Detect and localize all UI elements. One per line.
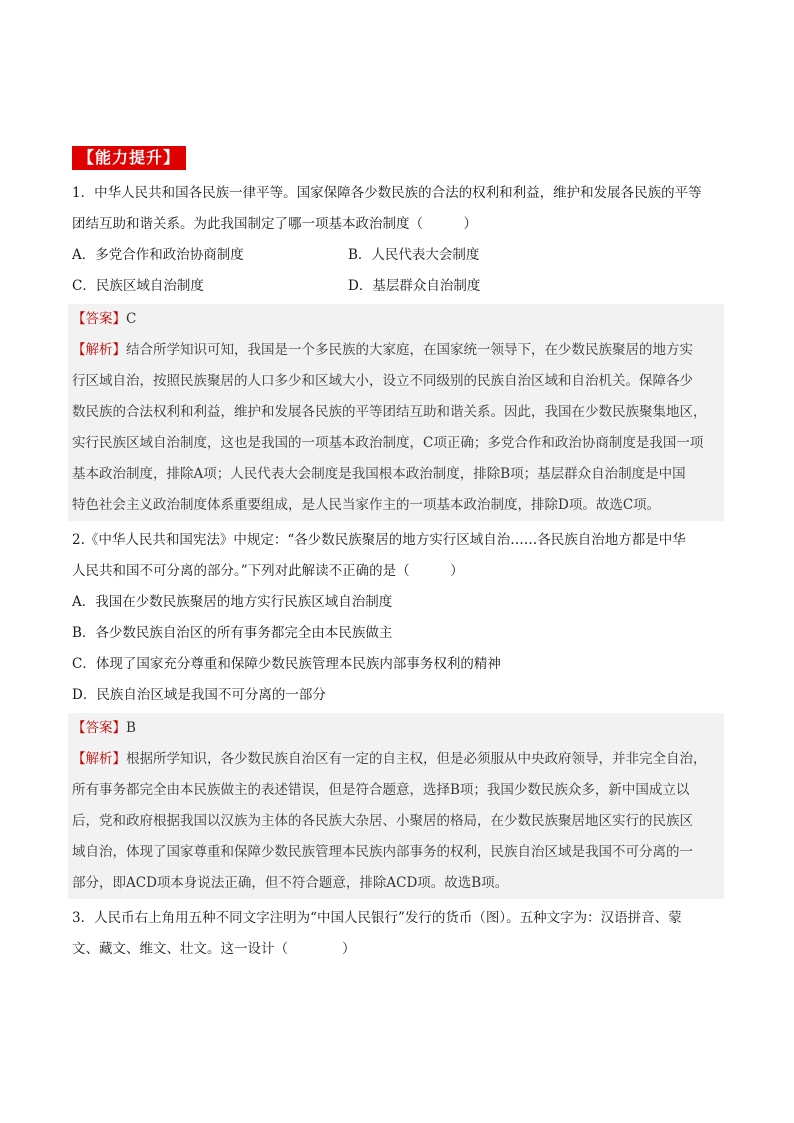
question-2-answer-block bbox=[68, 713, 724, 899]
worksheet-page bbox=[72, 146, 724, 965]
option-a: A．我国在少数民族聚居的地方实行民族区域自治制度 bbox=[72, 594, 393, 610]
question-2 bbox=[72, 525, 724, 899]
question-1-line-1: 1．中华人民共和国各民族一律平等。国家保障各少数民族的合法的权利和利益，维护和发展各民族的平等 bbox=[72, 185, 702, 201]
analysis-line-3: 后，党和政府根据我国以汉族为主体的各民族大杂居、小聚居的格局，在少数民族聚居地区实行的民族区 bbox=[72, 813, 693, 829]
answer-value: C bbox=[126, 311, 137, 327]
analysis-line-6: 特色社会主义政治制度体系重要组成，是人民当家作主的一项基本政治制度，排除D项。故选C项。 bbox=[72, 497, 661, 513]
question-1-line-2: 团结互助和谐关系。为此我国制定了哪一项基本政治制度（ ） bbox=[72, 216, 477, 232]
answer-line bbox=[72, 304, 724, 335]
question-2-line-2: 人民共和国不可分离的部分。”下列对此解读不正确的是（ ） bbox=[72, 563, 464, 579]
question-1 bbox=[72, 178, 724, 521]
analysis-line-5: 部分，即ACD项本身说法正确，但不符合题意，排除ACD项。故选B项。 bbox=[72, 875, 509, 891]
question-1-answer-block bbox=[68, 304, 724, 521]
question-3 bbox=[72, 903, 724, 965]
option-d: D．基层群众自治制度 bbox=[348, 278, 481, 294]
answer-tag: 【答案】 bbox=[72, 720, 126, 736]
option-b: B．人民代表大会制度 bbox=[348, 247, 480, 263]
answer-tag: 【答案】 bbox=[72, 311, 126, 327]
answer-value: B bbox=[126, 720, 136, 736]
option-b: B．各少数民族自治区的所有事务都完全由本民族做主 bbox=[72, 625, 393, 641]
option-c: C．体现了国家充分尊重和保障少数民族管理本民族内部事务权利的精神 bbox=[72, 656, 501, 672]
option-a: A．多党合作和政治协商制度 bbox=[72, 247, 244, 263]
question-1-options-row-2 bbox=[72, 271, 724, 302]
analysis-line-5: 基本政治制度，排除A项；人民代表大会制度是我国根本政治制度，排除B项；基层群众自治制度是中国 bbox=[72, 466, 686, 482]
option-d: D．民族自治区域是我国不可分离的一部分 bbox=[72, 687, 326, 703]
analysis-tag: 【解析】 bbox=[72, 342, 126, 358]
question-3-line-1: 3．人民币右上角用五种不同文字注明为“中国人民银行”发行的货币（图）。五种文字为：汉语拼音、蒙 bbox=[72, 910, 682, 926]
analysis-line-2: 行区域自治，按照民族聚居的人口多少和区域大小，设立不同级别的民族自治区域和自治机关。保障各少 bbox=[72, 373, 693, 389]
question-3-line-2: 文、藏文、维文、壮文。这一设计（ ） bbox=[72, 941, 356, 957]
analysis-line-1: 【解析】根据所学知识，各少数民族自治区有一定的自主权，但是必须服从中央政府领导，并非完全自治， bbox=[72, 751, 707, 767]
analysis-tag: 【解析】 bbox=[72, 751, 126, 767]
answer-line bbox=[72, 713, 724, 744]
analysis-line-4: 实行民族区域自治制度，这也是我国的一项基本政治制度，C项正确；多党合作和政治协商制度是我国一项 bbox=[72, 435, 704, 451]
analysis-line-1: 【解析】结合所学知识可知，我国是一个多民族的大家庭，在国家统一领导下，在少数民族聚居的地方实 bbox=[72, 342, 693, 358]
section-title: 【能力提升】 bbox=[72, 146, 186, 170]
analysis-line-2: 所有事务都完全由本民族做主的表述错误，但是符合题意，选择B项；我国少数民族众多，新中国成立以 bbox=[72, 782, 690, 798]
option-c: C．民族区域自治制度 bbox=[72, 278, 204, 294]
analysis-line-4: 域自治，体现了国家尊重和保障少数民族管理本民族内部事务的权利，民族自治区域是我国不可分离的一 bbox=[72, 844, 693, 860]
analysis-line-3: 数民族的合法权利和利益，维护和发展各民族的平等团结互助和谐关系。因此，我国在少数民族聚集地区， bbox=[72, 404, 707, 420]
question-2-line-1: 2.《中华人民共和国宪法》中规定：“各少数民族聚居的地方实行区域自治……各民族自治地方都是中华 bbox=[72, 532, 686, 548]
question-1-options-row-1 bbox=[72, 240, 724, 271]
